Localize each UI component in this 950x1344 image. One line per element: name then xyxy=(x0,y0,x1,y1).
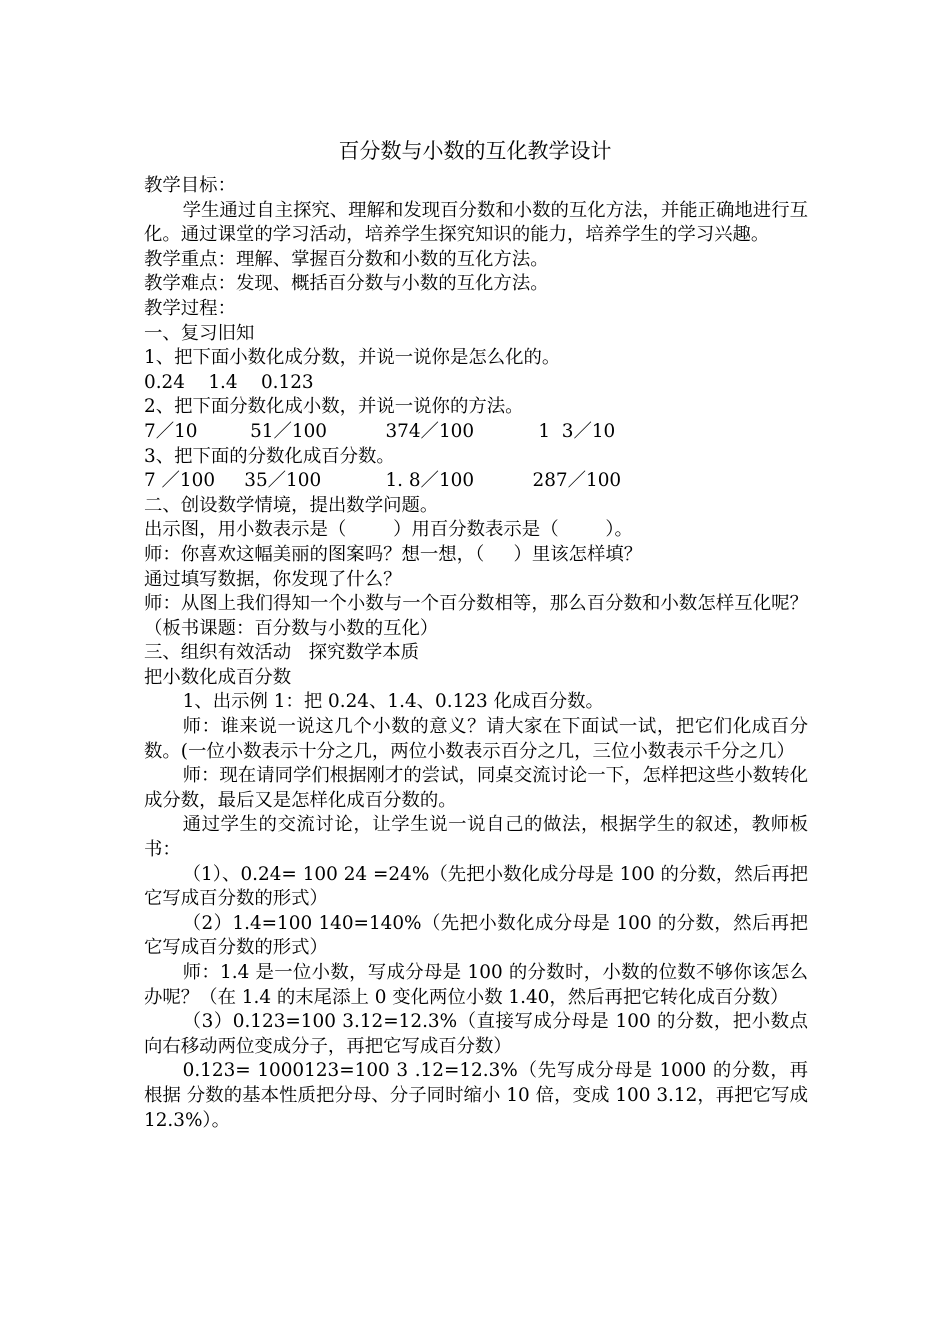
board-step-3: （3）0.123=100 3.12=12.3%（直接写成分母是 100 的分数，把小数点向右移动两位变成分子，再把它写成百分数） xyxy=(144,1011,808,1057)
board-step-2: （2）1.4=100 140=140%（先把小数化成分母是 100 的分数，然后再把它写成百分数的形式） xyxy=(144,912,808,959)
decimal-to-percent-heading: 把小数化成百分数 xyxy=(144,666,292,688)
document-body xyxy=(144,174,808,1133)
teacher-question-2: 师：从图上我们得知一个小数与一个百分数相等，那么百分数和小数怎样互化呢？（板书课题：百分数与小数的互化） xyxy=(144,593,808,639)
situation-line: 出示图，用小数表示是（ ）用百分数表示是（ ）。 xyxy=(144,519,633,541)
board-step-3-alt: 0.123= 1000123=100 3 .12=12.3%（先写成分母是 1000 的分数，再根据 分数的基本性质把分母、分子同时缩小 10 倍，变成 100 3.12，再把它写成 12.3%）。 xyxy=(144,1060,808,1131)
example-1-line: 1、出示例 1：把 0.24、1.4、0.123 化成百分数。 xyxy=(182,691,604,713)
part-two-heading: 二、创设数学情境，提出数学问题。 xyxy=(144,494,439,516)
discovery-question: 通过填写数据，你发现了什么？ xyxy=(144,568,402,590)
students-discussion-paragraph: 通过学生的交流讨论，让学生说一说自己的做法，根据学生的叙述，教师板书： xyxy=(144,814,808,861)
document-title: 百分数与小数的互化教学设计 xyxy=(338,139,612,163)
part-three-heading: 三、组织有效活动 探究数学本质 xyxy=(144,642,420,664)
teacher-paragraph-meaning: 师：谁来说一说这几个小数的意义？请大家在下面试一试，把它们化成百分数。(一位小数表示十分之几，两位小数表示百分之几，三位小数表示千分之几） xyxy=(144,716,808,762)
teacher-paragraph-1-4: 师：1.4 是一位小数，写成分母是 100 的分数时，小数的位数不够你该怎么办呢？（在 1.4 的末尾添上 0 变化两位小数 1.40，然后再把它转化成百分数） xyxy=(144,962,808,1008)
section-heading-objectives: 教学目标： xyxy=(144,175,236,196)
exercise-3-prompt: 3、把下面的分数化成百分数。 xyxy=(144,445,395,467)
exercise-3-numbers: 7 ／100 35／100 1. 8／100 287／100 xyxy=(144,470,622,492)
section-heading-process: 教学过程： xyxy=(144,297,236,319)
part-one-heading: 一、复习旧知 xyxy=(144,322,255,344)
objectives-paragraph: 学生通过自主探究、理解和发现百分数和小数的互化方法，并能正确地进行互化。通过课堂的学习活动，培养学生探究知识的能力，培养学生的学习兴趣。 xyxy=(144,199,808,246)
exercise-2-prompt: 2、把下面分数化成小数，并说一说你的方法。 xyxy=(144,396,524,418)
difficulties-line: 教学难点：发现、概括百分数与小数的互化方法。 xyxy=(144,273,549,295)
exercise-2-numbers: 7／10 51／100 374／100 1 3／10 xyxy=(144,420,616,442)
board-step-1: （1）、0.24= 100 24 =24%（先把小数化成分母是 100 的分数，然后再把它写成百分数的形式） xyxy=(144,863,808,910)
teacher-paragraph-discuss: 师：现在请同学们根据刚才的尝试，同桌交流讨论一下，怎样把这些小数转化成分数，最后又是怎样化成百分数的。 xyxy=(144,765,808,811)
exercise-1-numbers: 0.24 1.4 0.123 xyxy=(144,371,314,393)
exercise-1-prompt: 1、把下面小数化成分数，并说一说你是怎么化的。 xyxy=(144,347,561,369)
teacher-question-1: 师：你喜欢这幅美丽的图案吗？想一想，（ ）里该怎样填？ xyxy=(144,543,643,565)
key-points-line: 教学重点：理解、掌握百分数和小数的互化方法。 xyxy=(144,248,549,270)
